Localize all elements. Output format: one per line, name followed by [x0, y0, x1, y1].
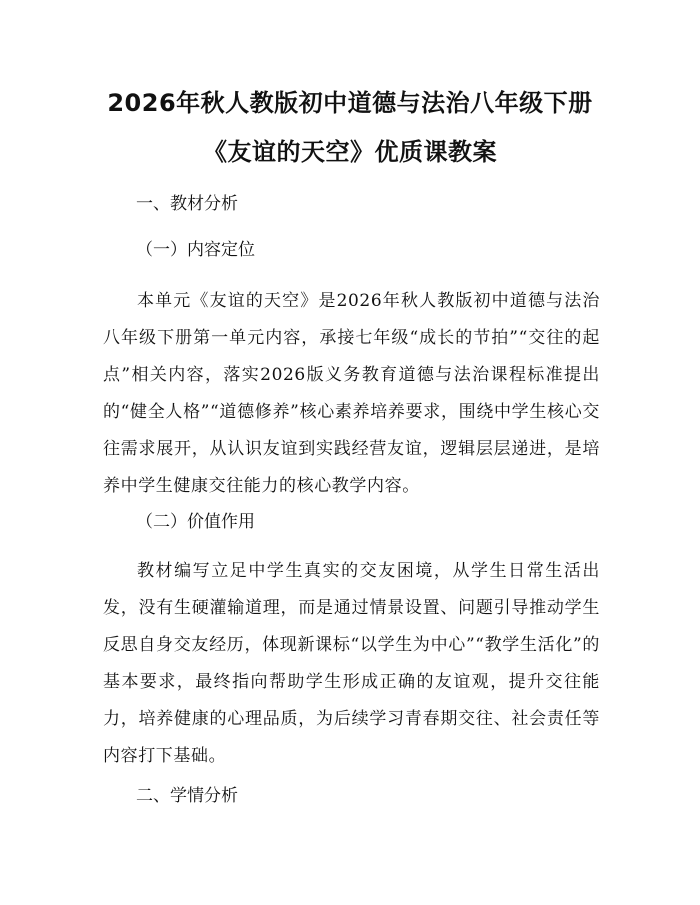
paragraph-value-role: 教材编写立足中学生真实的交友困境，从学生日常生活出发，没有生硬灌输道理，而是通过情景设置、问题引导推动学生反思自身交友经历，体现新课标“以学生为中心”“教学生活化”的基本要求，最终指向帮助学生形成正确的友谊观，提升交往能力，培养健康的心理品质，为后续学习青春期交往、社会责任等内容打下基础。	[103, 561, 600, 766]
subsection-heading-value-role: （二）价值作用	[136, 512, 255, 532]
paragraph-content-positioning: 本单元《友谊的天空》是2026年秋人教版初中道德与法治八年级下册第一单元内容，承接七年级“成长的节拍”“交往的起点”相关内容，落实2026版义务教育道德与法治课程标准提出的“健全人格”“道德修养”核心素养培养要求，围绕中学生核心交往需求展开，从认识友谊到实践经营友谊，逻辑层层递进，是培养中学生健康交往能力的核心教学内容。	[103, 291, 600, 496]
subsection-heading-content-positioning: （一）内容定位	[136, 240, 255, 260]
document-title-line-1: 2026年秋人教版初中道德与法治八年级下册	[107, 89, 593, 117]
section-heading-learner-analysis: 二、学情分析	[136, 786, 238, 806]
document-title-line-2: 《友谊的天空》优质课教案	[203, 138, 497, 166]
section-heading-textbook-analysis: 一、教材分析	[136, 194, 238, 214]
